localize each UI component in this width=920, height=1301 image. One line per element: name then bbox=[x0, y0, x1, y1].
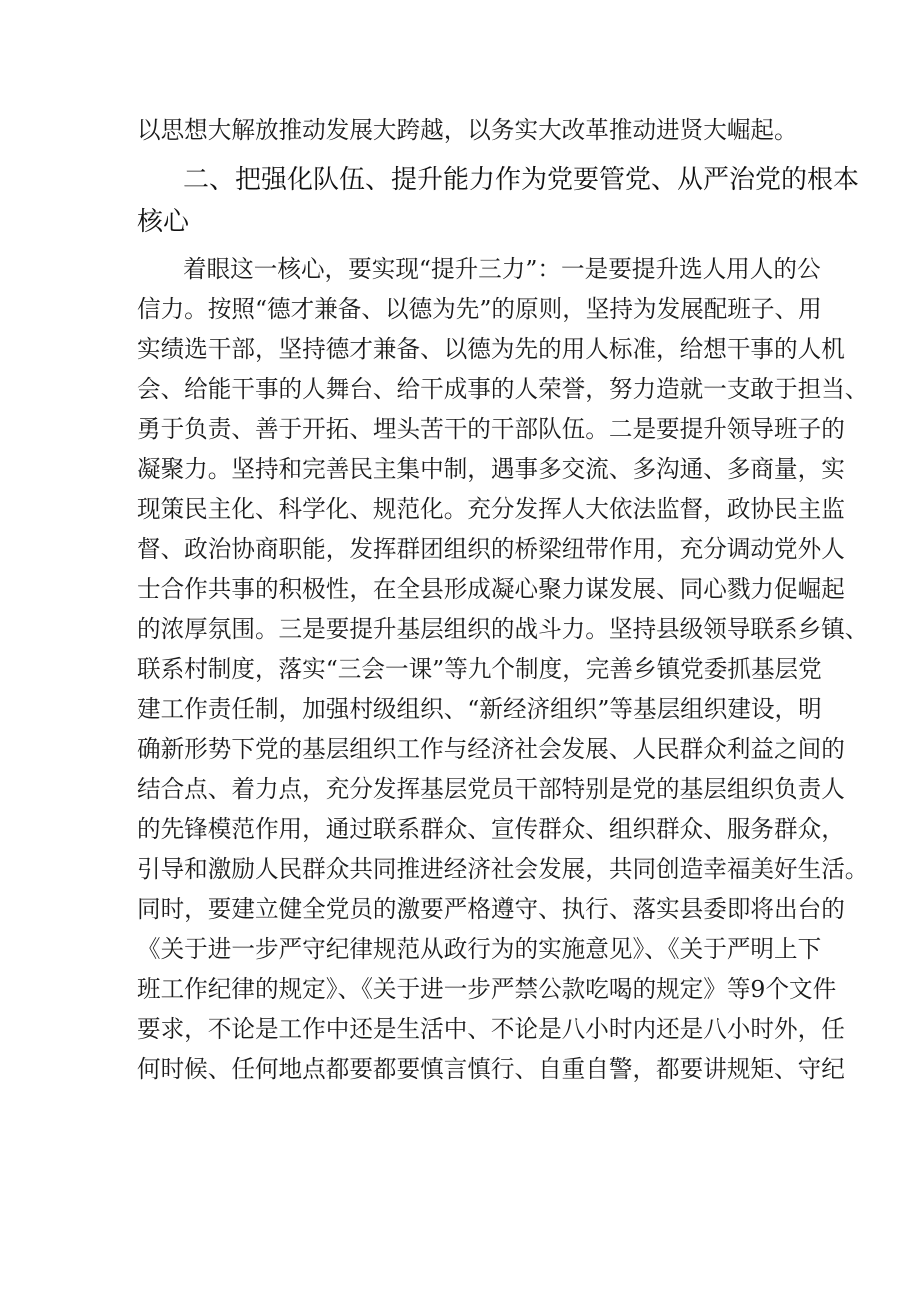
body-line-17: 同时，要建立健全党员的激要严格遵守、执行、落实县委即将出台的 bbox=[137, 895, 845, 923]
body-line-15: 的先锋模范作用，通过联系群众、宣传群众、组织群众、服务群众， bbox=[137, 815, 845, 843]
body-line-20: 要求，不论是工作中还是生活中、不论是八小时内还是八小时外，任 bbox=[137, 1015, 845, 1043]
body-line-11: 联系村制度，落实“三会一课”等九个制度，完善乡镇党委抓基层党 bbox=[137, 655, 822, 683]
body-line-16: 引导和激励人民群众共同推进经济社会发展，共同创造幸福美好生活。 bbox=[137, 855, 869, 883]
body-line-10: 的浓厚氛围。三是要提升基层组织的战斗力。坚持县级领导联系乡镇、 bbox=[137, 615, 869, 643]
body-line-21: 何时候、任何地点都要都要慎言慎行、自重自警，都要讲规矩、守纪 bbox=[137, 1055, 845, 1083]
body-line-12: 建工作责任制，加强村级组织、“新经济组织”等基层组织建设，明 bbox=[137, 695, 822, 723]
body-line-18: 《关于进一步严守纪律规范从政行为的实施意见》、《关于严明上下 bbox=[137, 935, 822, 963]
body-line-19: 班工作纪律的规定》、《关于进一步严禁公款吃喝的规定》等9个文件 bbox=[137, 975, 837, 1003]
body-line-6: 凝聚力。坚持和完善民主集中制，遇事多交流、多沟通、多商量，实 bbox=[137, 455, 845, 483]
body-line-2: 信力。按照“德才兼备、以德为先”的原则，坚持为发展配班子、用 bbox=[137, 295, 822, 323]
body-line-7: 现策民主化、科学化、规范化。充分发挥人大依法监督，政协民主监 bbox=[137, 495, 845, 523]
body-line-8: 督、政治协商职能，发挥群团组织的桥梁纽带作用，充分调动党外人 bbox=[137, 535, 845, 563]
body-line-1: 着眼这一核心，要实现“提升三力”：一是要提升选人用人的公 bbox=[183, 255, 821, 283]
body-line-3: 实绩选干部，坚持德才兼备、以德为先的用人标准，给想干事的人机 bbox=[137, 335, 845, 363]
body-line-4: 会、给能干事的人舞台、给干成事的人荣誉，努力造就一支敢于担当、 bbox=[137, 375, 869, 403]
section-heading-line-1: 二、把强化队伍、提升能力作为党要管党、从严治党的根本 bbox=[183, 165, 860, 195]
body-line-5: 勇于负责、善于开拓、埋头苦干的干部队伍。二是要提升领导班子的 bbox=[137, 415, 845, 443]
body-line-14: 结合点、着力点，充分发挥基层党员干部特别是党的基层组织负责人 bbox=[137, 775, 845, 803]
paragraph-intro-tail: 以思想大解放推动发展大跨越，以务实大改革推动进贤大崛起。 bbox=[137, 116, 798, 144]
body-line-13: 确新形势下党的基层组织工作与经济社会发展、人民群众利益之间的 bbox=[137, 735, 845, 763]
section-heading-line-2: 核心 bbox=[137, 207, 190, 237]
body-line-9: 士合作共事的积极性，在全县形成凝心聚力谋发展、同心戮力促崛起 bbox=[137, 575, 845, 603]
